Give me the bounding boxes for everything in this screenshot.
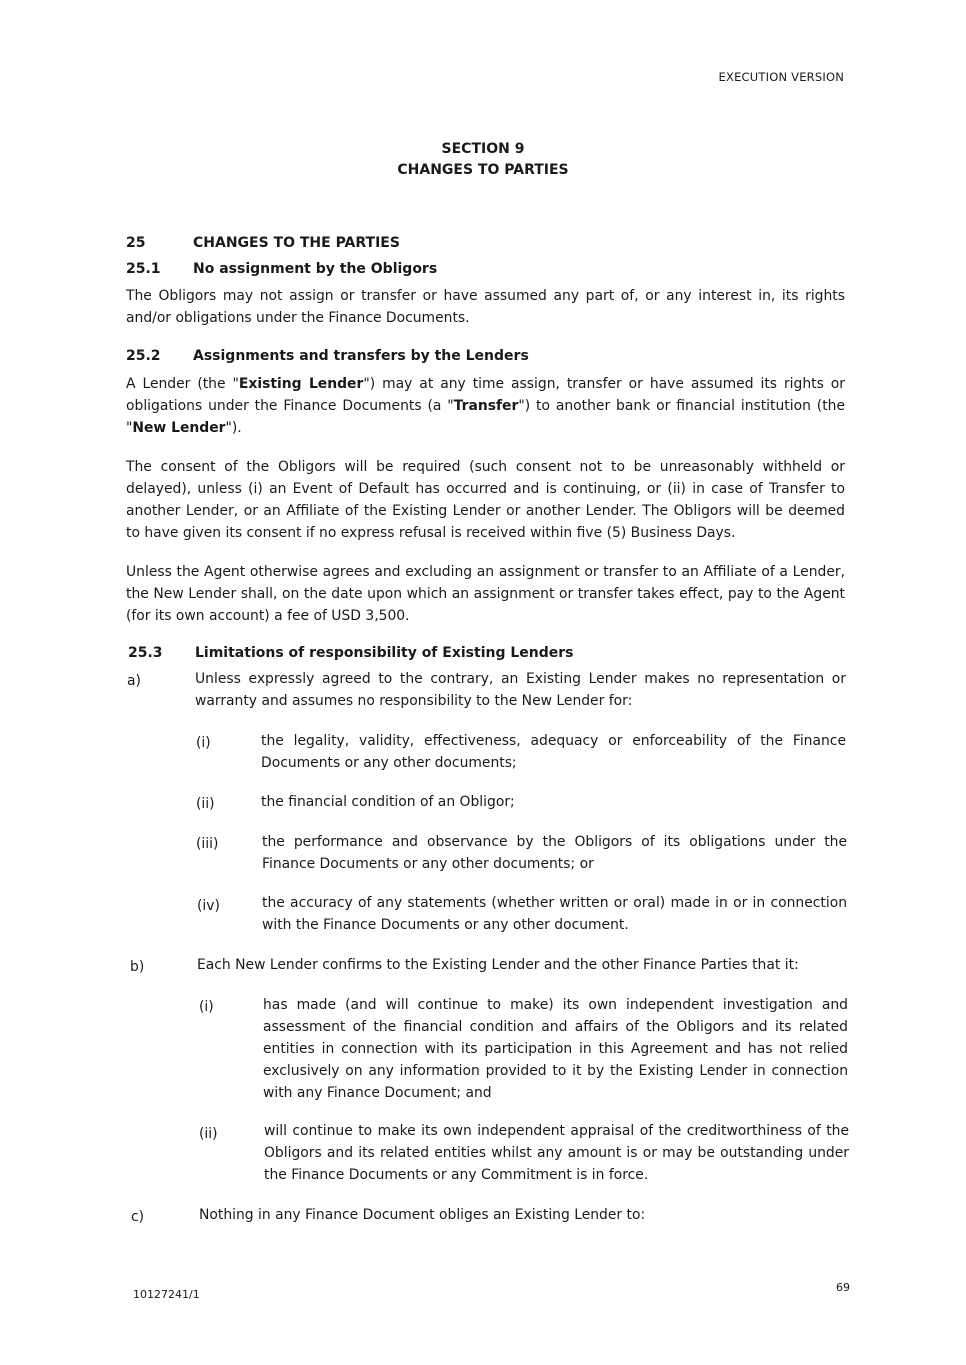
clause-title: No assignment by the Obligors	[193, 261, 438, 277]
list-item-text: the financial condition of an Obligor;	[261, 794, 515, 810]
page-number: 69	[836, 1281, 850, 1294]
section-number: SECTION 9	[441, 141, 525, 157]
clause-number: 25	[126, 235, 146, 251]
clause-25-3-c-text: Nothing in any Finance Document obliges an Existing Lender to:	[199, 1207, 646, 1223]
clause-title: Assignments and transfers by the Lenders	[193, 348, 529, 364]
clause-title: Limitations of responsibility of Existing Lenders	[195, 645, 574, 661]
clause-25-2-paragraph-3: Unless the Agent otherwise agrees and excluding an assignment or transfer to an Affiliate of a Lender, the New Lender shall, on the date upon which an assignment or transfer takes effect, pay to the Agent (for its own account) a fee of USD 3,500.	[126, 564, 845, 624]
clause-25-3-a-text: Unless expressly agreed to the contrary, an Existing Lender makes no representation or warranty and assumes no responsibility to the New Lender for:	[195, 671, 846, 709]
clause-number: 25.3	[128, 645, 163, 661]
defined-term: New Lender	[132, 420, 226, 436]
list-item-text: the performance and observance by the Obligors of its obligations under the Finance Documents or any other documents; or	[262, 834, 847, 872]
list-label-c: c)	[131, 1209, 145, 1225]
list-label: (i)	[196, 735, 211, 751]
clause-number: 25.2	[126, 348, 161, 364]
clause-title: CHANGES TO THE PARTIES	[193, 235, 400, 251]
list-label: (iv)	[197, 898, 220, 914]
defined-term: Transfer	[453, 398, 519, 414]
execution-version-label: EXECUTION VERSION	[718, 70, 844, 84]
list-item-text: the legality, validity, effectiveness, adequacy or enforceability of the Finance Documents or any other documents;	[261, 733, 846, 771]
section-title: CHANGES TO PARTIES	[397, 162, 569, 178]
list-item-text: the accuracy of any statements (whether written or oral) made in or in connection with the Finance Documents or any other document.	[262, 895, 847, 933]
list-label-a: a)	[127, 673, 141, 689]
clause-25-1-text: The Obligors may not assign or transfer or have assumed any part of, or any interest in, its rights and/or obligations under the Finance Documents.	[126, 288, 845, 326]
list-label: (ii)	[196, 796, 215, 812]
list-label: (iii)	[196, 836, 219, 852]
list-label: (i)	[199, 999, 214, 1015]
clause-25-2-paragraph-1: A Lender (the "Existing Lender") may at any time assign, transfer or have assumed its rights or obligations under the Finance Documents (a "Transfer") to another bank or financial institution (the "New Lender").	[126, 376, 846, 436]
list-label: (ii)	[199, 1126, 218, 1142]
list-item-text: will continue to make its own independent appraisal of the creditworthiness of the Obligors and its related entities whilst any amount is or may be outstanding under the Finance Documents or any Commitment is in force.	[264, 1123, 849, 1183]
defined-term: Existing Lender	[238, 376, 364, 392]
list-item-text: has made (and will continue to make) its own independent investigation and assessment of the financial condition and affairs of the Obligors and its related entities in connection with its participation in this Agreement and has not relied exclusively on any information provided to it by the Existing Lender in connection with any Finance Document; and	[263, 997, 848, 1101]
clause-25-3-b-text: Each New Lender confirms to the Existing Lender and the other Finance Parties that it:	[197, 957, 799, 973]
clause-number: 25.1	[126, 261, 161, 277]
clause-25-2-paragraph-2: The consent of the Obligors will be required (such consent not to be unreasonably withheld or delayed), unless (i) an Event of Default has occurred and is continuing, or (ii) in case of Transfer to another Lender, or an Affiliate of the Existing Lender or another Lender. The Obligors will be deemed to have given its consent if no express refusal is received within five (5) Business Days.	[126, 459, 845, 541]
document-reference: 10127241/1	[133, 1288, 200, 1301]
list-label-b: b)	[130, 959, 145, 975]
